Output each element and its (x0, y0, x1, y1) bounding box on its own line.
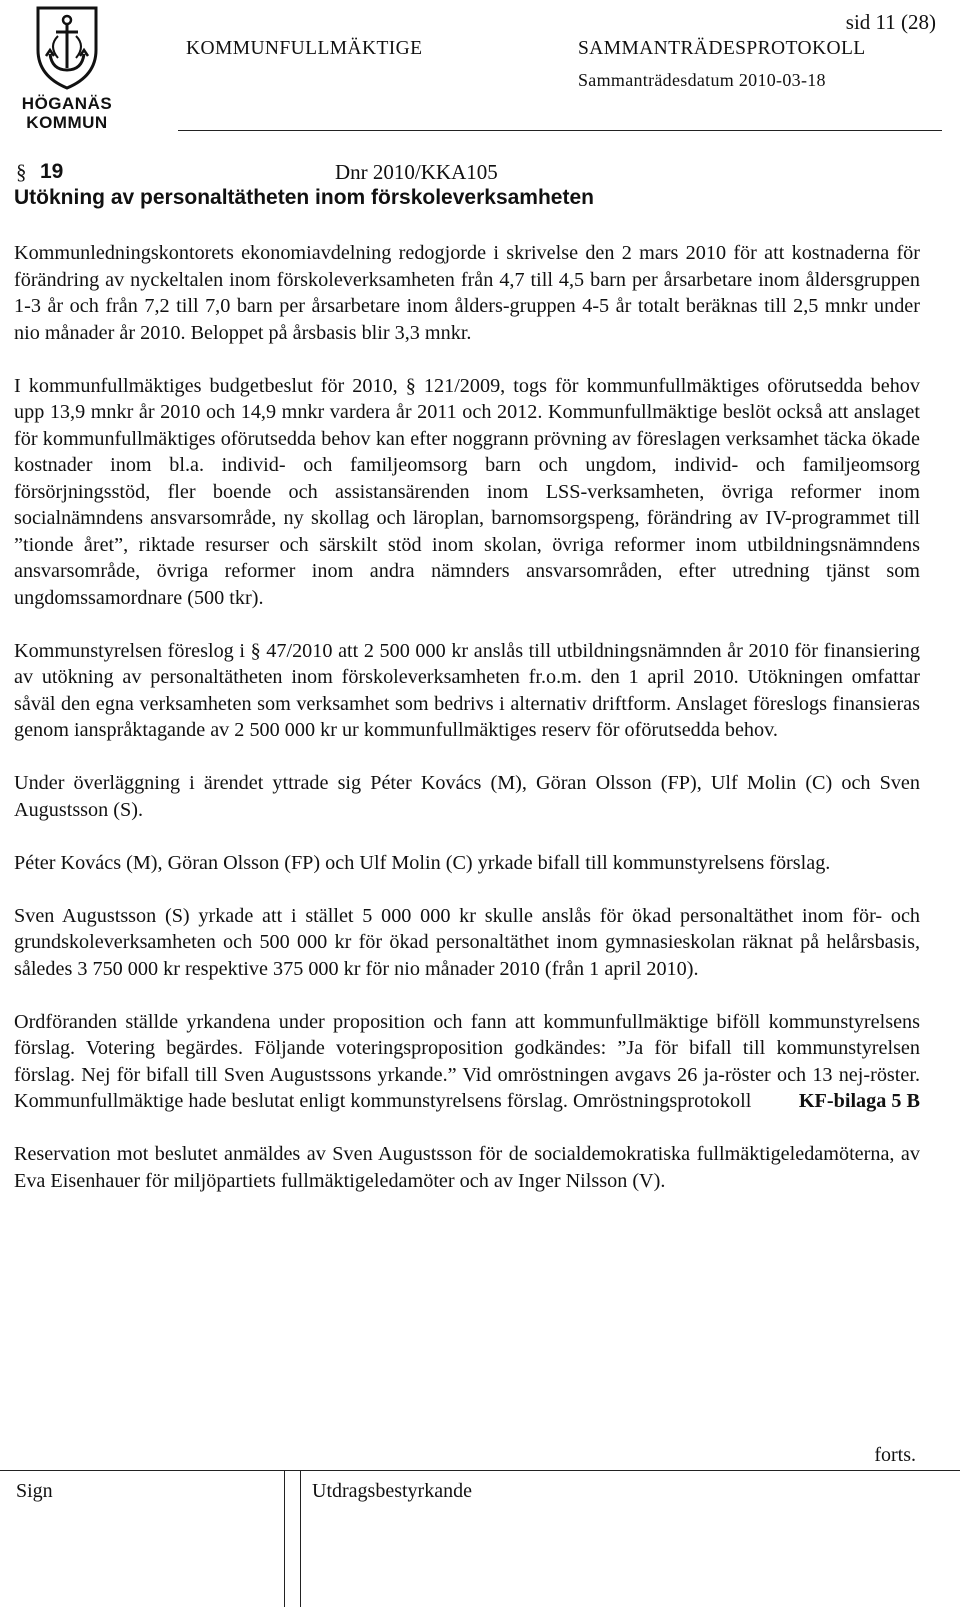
paragraph: Kommunstyrelsen föreslog i § 47/2010 att 2 500 000 kr anslås till utbildningsnämnden år 2010 för finansiering av utökning av personaltätheten inom förskoleverksamheten fr.o.m. den 1 april 2010. Utökningen omfattar såväl den egna verksamheten som verksamhet som bedrivs i alternativ driftform. Anslaget föreslogs finansieras genom ianspråktagande av 2 500 000 kr ur kommunfullmäktiges reserv för oförutsedda behov. (14, 639, 920, 741)
paragraph: Under överläggning i ärendet yttrade sig Péter Kovács (M), Göran Olsson (FP), Ulf Molin (C) och Sven Augustsson (S). (14, 772, 920, 821)
paragraph: Reservation mot beslutet anmäldes av Sven Augustsson för de socialdemokratiska fullmäktigeledamöterna, av Eva Eisenhauer för miljöpartiets fullmäktigeledamöter och av Inger Nilsson (V). (14, 1143, 920, 1192)
item-title: Utökning av personaltätheten inom förskoleverksamheten (14, 186, 594, 209)
logo-text-line-2: KOMMUN (26, 113, 108, 132)
paragraph: Péter Kovács (M), Göran Olsson (FP) och Ulf Molin (C) yrkade bifall till kommunstyrelsens förslag. (14, 851, 831, 874)
logo-wordmark (12, 94, 122, 132)
paragraph-with-attachment (14, 1009, 920, 1115)
meeting-date: Sammanträdesdatum 2010-03-18 (578, 70, 826, 90)
section-symbol: § (16, 160, 27, 184)
coat-of-arms-icon (34, 6, 100, 90)
organ-name: KOMMUNFULLMÄKTIGE (186, 38, 423, 59)
item-number: 19 (40, 160, 64, 183)
footer-column-separator (300, 1470, 301, 1607)
extract-certification-label: Utdragsbestyrkande (312, 1480, 472, 1502)
header-divider (178, 130, 942, 131)
case-number: Dnr 2010/KKA105 (335, 160, 498, 184)
municipality-logo (12, 6, 122, 136)
paragraph: I kommunfullmäktiges budgetbeslut för 2010, § 121/2009, togs för kommunfullmäktiges oförutsedda behov upp 13,9 mnkr år 2010 och 14,9 mnkr vardera år 2011 och 2012. Kommunfullmäktige beslöt också att anslaget för kommunfullmäktiges oförutsedda behov kan efter noggrann prövning av föreslagen verksamhet täcka ökade kostnader inom bl.a. individ- och familjeomsorg barn och ungdom, individ- och familjeomsorg försörjningsstöd, fler boende och assistansärenden inom LSS-verksamheten, övriga reformer inom socialnämndens ansvarsområde, ny skollag och läroplan, barnomsorgspeng, förändring av IV-programmet till ”tionde året”, riktade resurser och särskilt stöd inom skolan, övriga reformer inom utbildningsnämndens ansvarsområde, övriga reformer inom andra nämnders ansvarsområden, efter utredning tjänst som ungdomssamordnare (500 tkr). (14, 374, 920, 609)
attachment-reference: KF-bilaga 5 B (798, 1090, 920, 1112)
document-type: SAMMANTRÄDESPROTOKOLL (578, 38, 866, 59)
footer-divider (0, 1470, 960, 1471)
paragraph: Sven Augustsson (S) yrkade att i stället 5 000 000 kr skulle anslås för ökad personaltäthet inom för- och grundskoleverksamheten och 500 000 kr för ökad personaltäthet inom gymnasieskolan räknat på helårsbasis, således 3 750 000 kr respektive 375 000 kr för nio månader 2010 (från 1 april 2010). (14, 904, 920, 980)
logo-text-line-1: HÖGANÄS (21, 94, 113, 113)
document-body (14, 240, 920, 1194)
footer-column-separator (284, 1470, 285, 1607)
paragraph: Kommunledningskontorets ekonomiavdelning redogjorde i skrivelse den 2 mars 2010 för att kostnaderna för förändring av nyckeltalen inom förskoleverksamheten från 4,7 till 4,5 barn per årsarbetare inom åldersgruppen 1-3 år och från 7,2 till 7,0 barn per årsarbetare inom ålders-gruppen 4-5 år totalt beräknas till 2,5 mnkr under nio månader år 2010. Beloppet på årsbasis blir 3,3 mnkr. (14, 242, 920, 344)
paragraph-text: Ordföranden ställde yrkandena under proposition och fann att kommunfullmäktige biföll kommunstyrelsens förslag. Votering begärdes. Följande voteringsproposition godkändes: ”Ja för bifall till kommunstyrelsen förslag. Nej för bifall till Sven Augustssons yrkande.” Vid omröstningen avgavs 26 ja-röster och 13 nej-röster. Kommunfullmäktige hade beslutat enligt kommunstyrelsens förslag. Omröstningsprotokoll (14, 1010, 920, 1112)
signature-field-label: Sign (16, 1480, 53, 1502)
continued-marker: forts. (874, 1444, 916, 1466)
page-number: sid 11 (28) (845, 10, 936, 34)
